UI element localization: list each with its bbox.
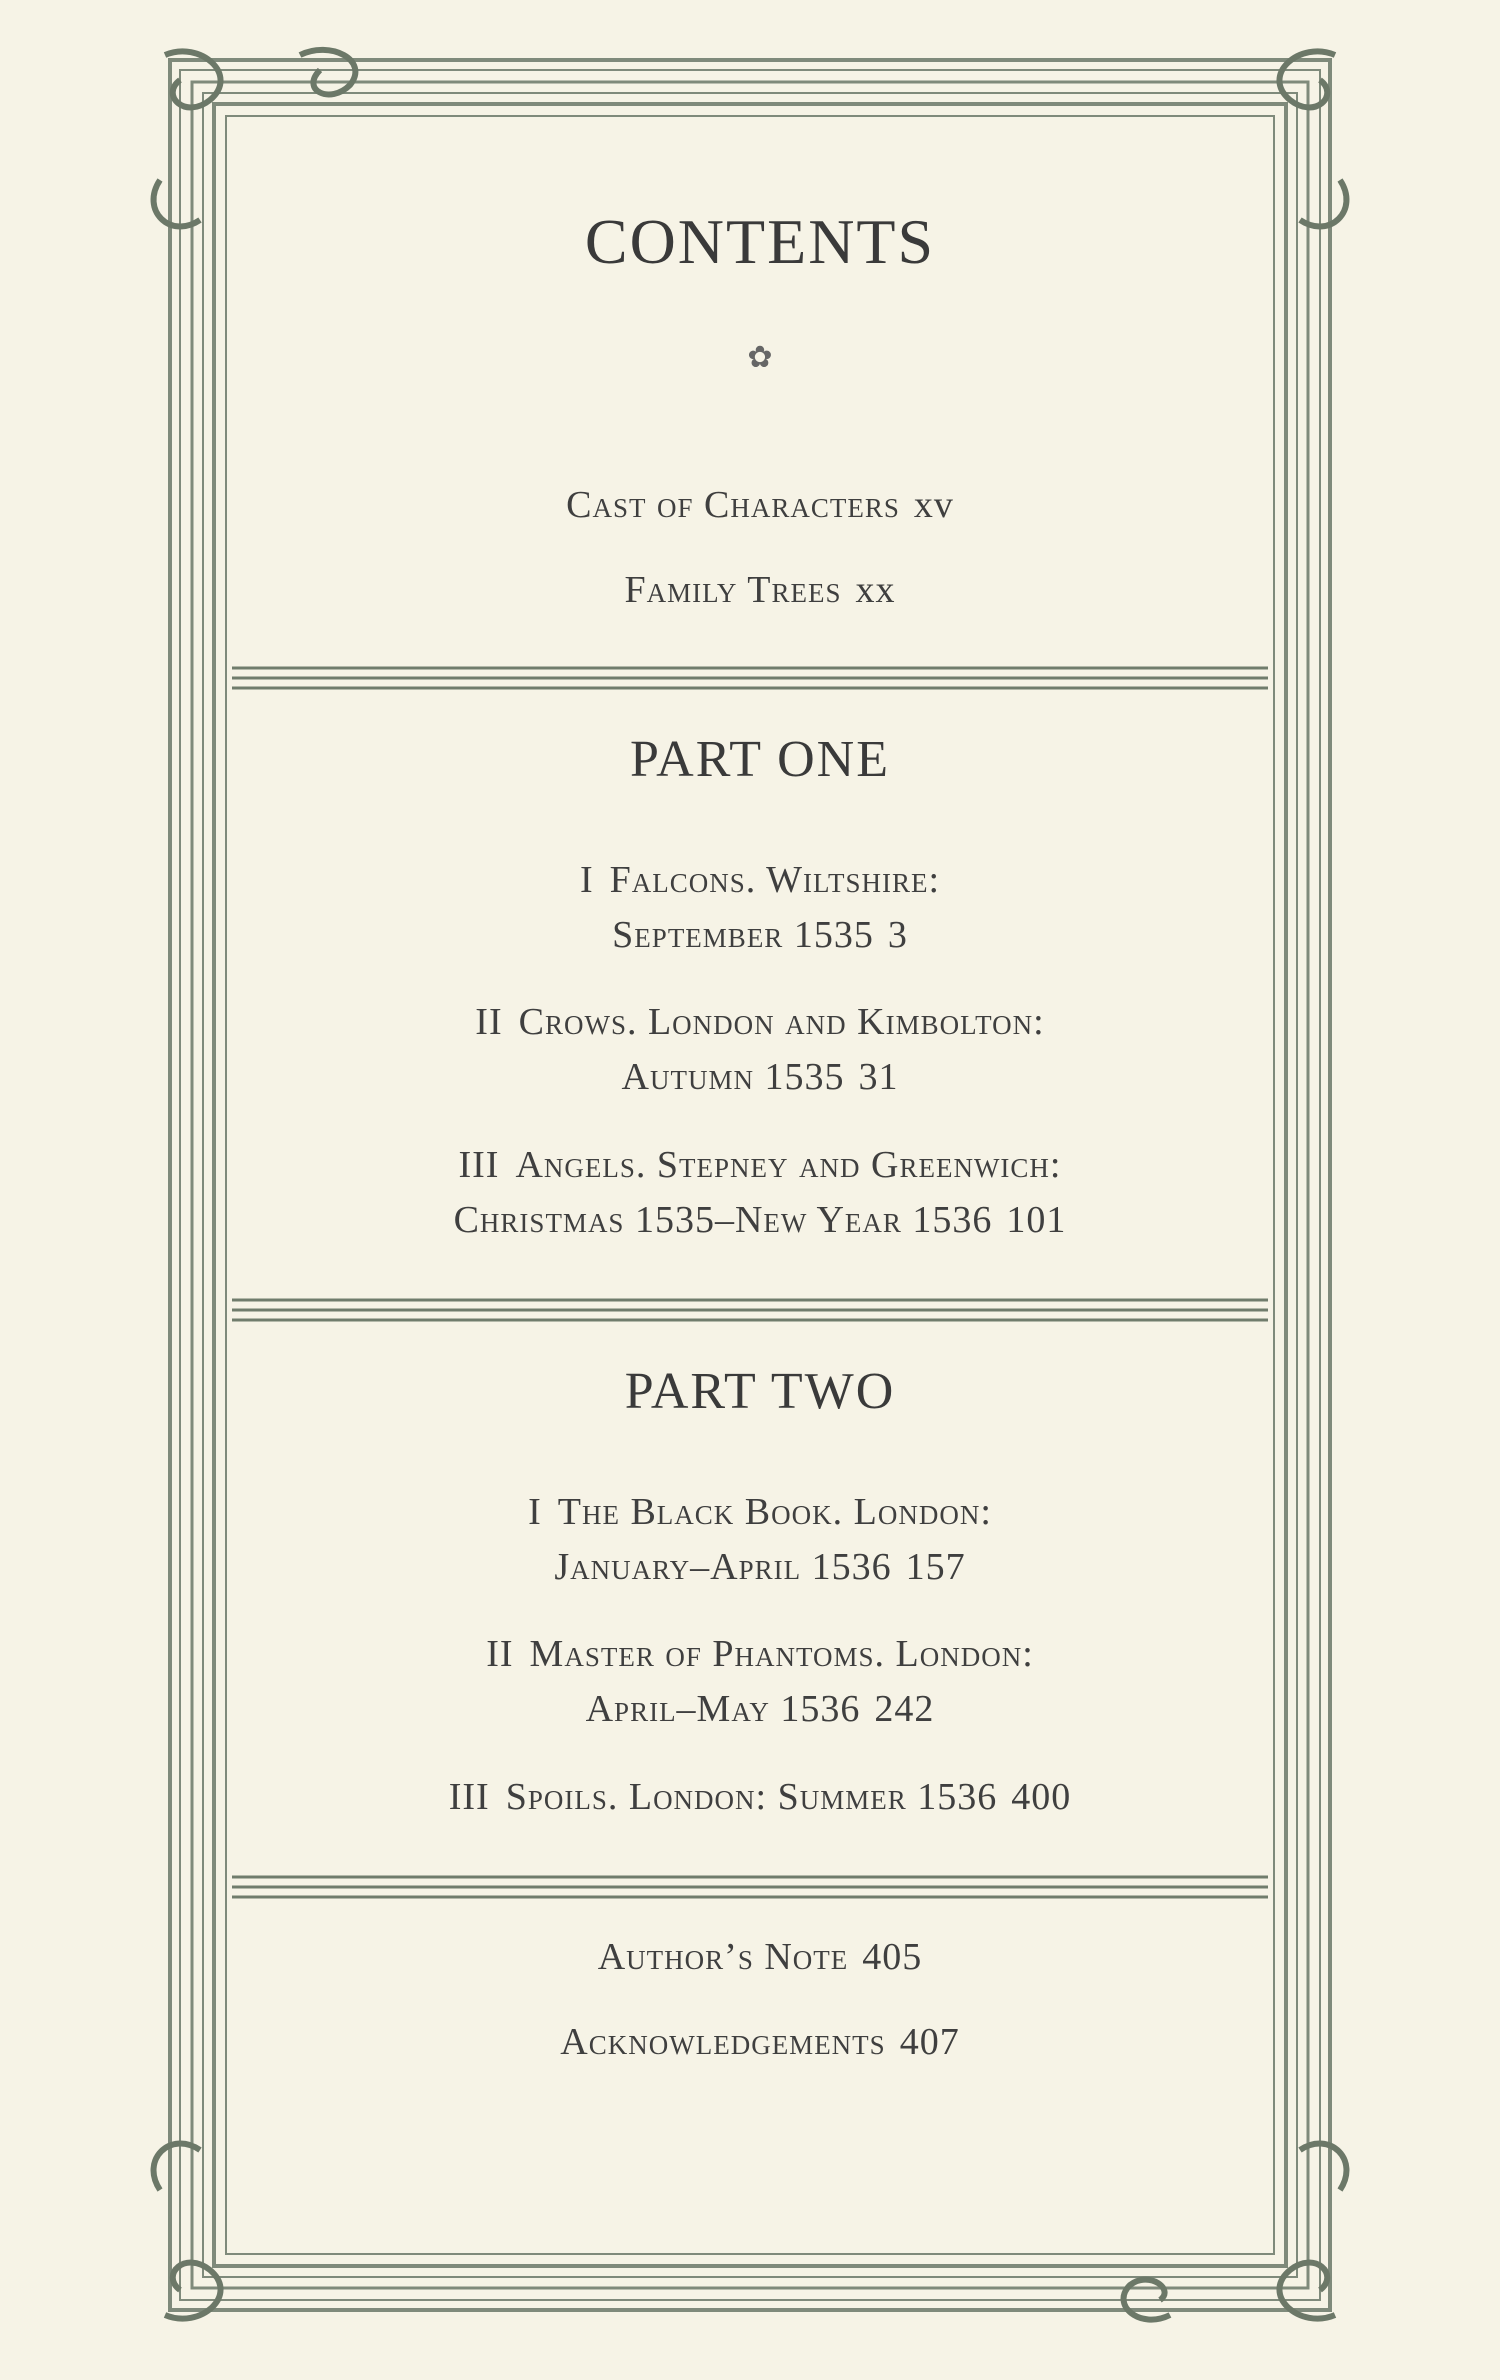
toc-entry-chapter-line2[interactable] (235, 1198, 1285, 1242)
chapter-title: Crows. London and Kimbolton: (518, 1001, 1045, 1043)
chapter-title: Master of Phantoms. London: (529, 1633, 1034, 1675)
chapter-title: Falcons. Wiltshire: (609, 859, 941, 901)
page-title: CONTENTS (584, 206, 936, 277)
toc-entry-chapter[interactable] (235, 1000, 1285, 1044)
chapter-subtitle: Christmas 1535–New Year 1536 (453, 1199, 993, 1241)
toc-entry-chapter[interactable] (235, 1143, 1285, 1187)
toc-entry-chapter-line2[interactable] (235, 1545, 1285, 1589)
toc-entry-family-trees[interactable] (235, 568, 1285, 612)
toc-entry-chapter[interactable] (235, 1632, 1285, 1676)
entry-page: 101 (1006, 1199, 1067, 1241)
entry-page: xx (855, 569, 896, 611)
chapter-numeral: I (579, 859, 594, 901)
toc-entry-chapter-line2[interactable] (235, 1687, 1285, 1731)
fleuron-icon: ✿ (747, 341, 773, 374)
chapter-numeral: III (448, 1776, 490, 1818)
section-divider (232, 1300, 1268, 1320)
section-divider (232, 1877, 1268, 1897)
section-divider (232, 668, 1268, 688)
toc-entry-authors-note[interactable] (235, 1935, 1285, 1979)
entry-label: Author’s Note (597, 1936, 849, 1978)
entry-page: 31 (858, 1056, 899, 1098)
entry-label: Family Trees (624, 569, 842, 611)
entry-page: 242 (874, 1688, 935, 1730)
chapter-subtitle: September 1535 (612, 914, 874, 956)
chapter-subtitle: Autumn 1535 (621, 1056, 845, 1098)
part-two-heading: PART TWO (624, 1363, 896, 1420)
entry-label: Acknowledgements (560, 2021, 886, 2063)
entry-page: 405 (862, 1936, 923, 1978)
toc-entry-chapter[interactable] (235, 1775, 1285, 1819)
chapter-title: Angels. Stepney and Greenwich: (515, 1144, 1062, 1186)
entry-page: 3 (887, 914, 908, 956)
toc-entry-chapter[interactable] (235, 858, 1285, 902)
chapter-numeral: I (528, 1491, 542, 1533)
toc-entry-cast[interactable] (235, 483, 1285, 527)
entry-label: Cast of Characters (566, 484, 900, 526)
chapter-numeral: II (486, 1633, 514, 1675)
entry-page: 407 (899, 2021, 960, 2063)
chapter-title: The Black Book. London: (557, 1491, 992, 1533)
chapter-subtitle: April–May 1536 (585, 1688, 861, 1730)
toc-entry-chapter-line2[interactable] (235, 913, 1285, 957)
chapter-numeral: II (475, 1001, 503, 1043)
entry-page: xv (913, 484, 954, 526)
entry-page: 157 (905, 1546, 966, 1588)
part-one-heading: PART ONE (630, 731, 890, 788)
chapter-title: Spoils. London: Summer 1536 (505, 1776, 998, 1818)
chapter-subtitle: January–April 1536 (554, 1546, 892, 1588)
entry-page: 400 (1011, 1776, 1072, 1818)
toc-entry-acknowledgements[interactable] (235, 2020, 1285, 2064)
toc-entry-chapter-line2[interactable] (235, 1055, 1285, 1099)
chapter-numeral: III (458, 1144, 500, 1186)
toc-entry-chapter[interactable] (235, 1490, 1285, 1534)
